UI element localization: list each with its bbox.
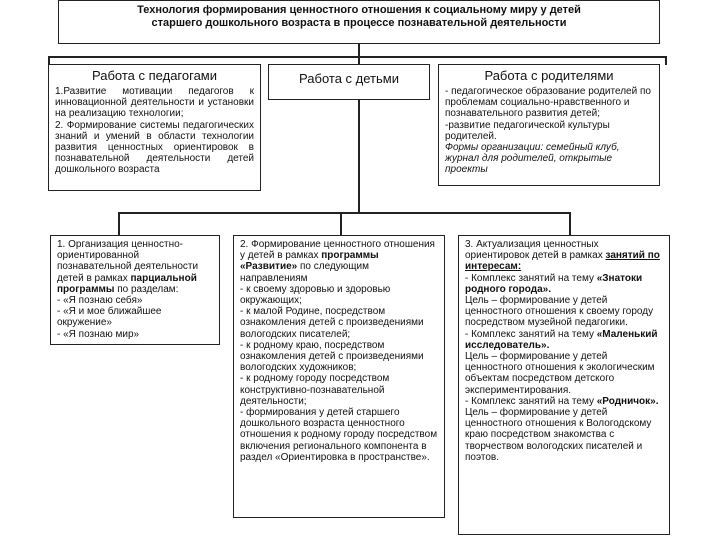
diagram-title (58, 0, 660, 44)
stage3-complex-1: - Комплекс занятий на тему (465, 272, 594, 284)
stage2-item-1: - к своему здоровью и здоровью окружающих; (240, 283, 391, 307)
parents-item-2: -развитие педагогической культуры родителей. (445, 119, 610, 142)
stage2-program: программы «Развитие» (240, 250, 379, 273)
parents-box (438, 64, 660, 186)
connector-stage3-drop (569, 212, 571, 236)
children-heading: Работа с детьми (299, 71, 399, 86)
connector-stage1-drop (118, 212, 120, 236)
stage3-goal-1: Цель – формирование у детей ценностного отношения к своему городу посредством музейной педагогики. (465, 295, 654, 329)
title-line-1: Технология формирования ценностного отношения к социальному миру у детей (137, 4, 581, 16)
stage3-box (458, 235, 670, 535)
stage3-complex-3: - Комплекс занятий на тему (465, 395, 594, 407)
stage3-intro: 3. Актуализация ценностных ориентировок детей в рамках (465, 239, 603, 262)
teachers-item-1: 1.Развитие мотивации педагогов к инновационной деятельности и установки на реализацию технологии; (55, 86, 254, 120)
stage3-goal-2: Цель – формирование у детей ценностного отношения к экологическим объектам посредством детского экспериментирования. (465, 351, 655, 396)
stage3-name-1: «Знатоки родного города». (465, 272, 643, 295)
children-box (268, 64, 430, 100)
stage3-name-2: «Маленький исследователь». (465, 328, 658, 351)
stage1-item-1: - «Я познаю себя» (57, 295, 143, 307)
stage2-item-3: - к родному краю, посредством ознакомления детей с произведениями вологодских художников; (240, 339, 424, 374)
stage2-item-5: - формирования у детей старшего дошкольного возраста ценностного отношения к родному городу посредством включения регионального компонента в раздел «Ориентировка в пространстве». (240, 407, 438, 463)
teachers-box (48, 64, 261, 191)
stage3-goal-3: Цель – формирование у детей ценностного отношения к Вологодскому краю посредством знакомства с творчеством вологодских писателей и поэтов. (465, 407, 652, 463)
connector-parents-drop (665, 56, 667, 65)
stage3-name-3: «Родничок». (596, 395, 659, 407)
stage2-item-4: - к родному городу посредством конструктивно-познавательной деятельности; (240, 373, 390, 407)
stage1-item-2: - «Я и мое ближайшее окружение» (57, 306, 162, 329)
parents-forms: Формы организации: семейный клуб, журнал для родителей, открытые проекты (445, 142, 620, 176)
stage3-complex-2: - Комплекс занятий на тему (465, 328, 594, 340)
stage2-intro: 2. Формирование ценностного отношения у детей в рамках (240, 239, 435, 262)
connector-bottom-bus (118, 212, 570, 214)
parents-heading: Работа с родителями (484, 68, 614, 83)
teachers-heading: Работа с педагогами (92, 68, 217, 83)
stage1-program: парциальной программы (57, 272, 197, 295)
connector-title-down (358, 44, 360, 56)
parents-item-1: - педагогическое образование родителей по проблемам социально-нравственного и познавательного развития детей; (445, 86, 651, 120)
stage2-after: по следующим направлениям (240, 261, 369, 284)
stage1-item-3: - «Я познаю мир» (57, 328, 140, 340)
stage1-box (50, 235, 220, 345)
stage1-after: по разделам: (114, 283, 179, 295)
connector-top-bus (48, 56, 666, 58)
connector-children-down (358, 100, 360, 212)
stage2-box (233, 235, 445, 518)
stage1-intro: 1. Организация ценностно-ориентированной познавательной деятельности детей в рамках (57, 239, 199, 284)
stage3-interests: занятий по интересам: (465, 250, 660, 273)
title-line-2: старшего дошкольного возраста в процессе познавательной деятельности (151, 17, 567, 29)
stage2-item-2: - к малой Родине, посредством ознакомления детей с произведениями вологодских писателей; (240, 306, 424, 340)
connector-stage2-drop (340, 212, 342, 236)
teachers-item-2: 2. Формирование системы педагогических знаний и умений в области технологии развития ценностных ориентировок в познавательной деятельности детей дошкольного возраста (55, 119, 254, 176)
